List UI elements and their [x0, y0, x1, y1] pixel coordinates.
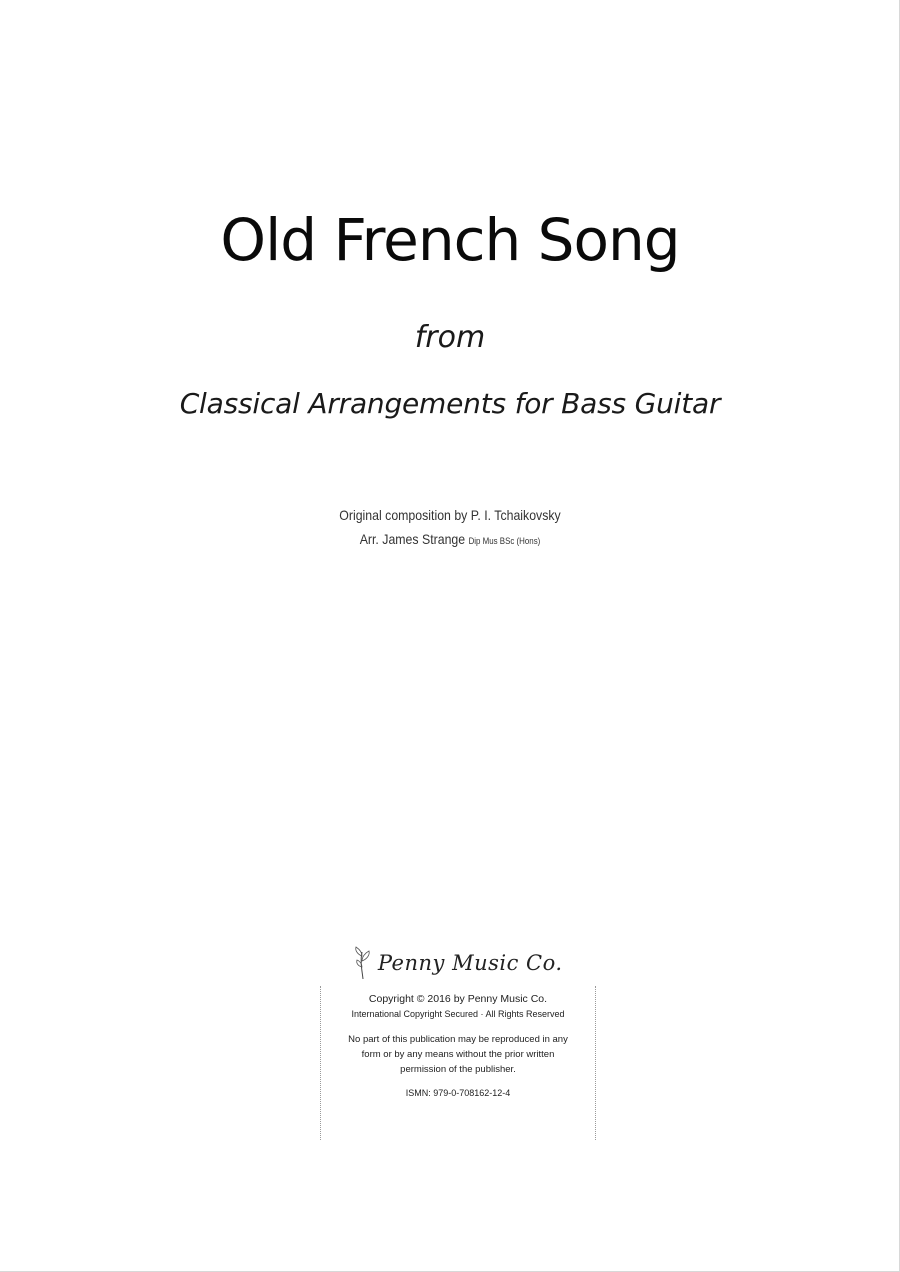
sprig-icon	[353, 946, 373, 980]
arranger-qualifications: Dip Mus BSc (Hons)	[468, 536, 541, 546]
collection-title: Classical Arrangements for Bass Guitar	[179, 387, 721, 420]
copyright-line: Copyright © 2016 by Penny Music Co.	[368, 993, 548, 1005]
arranger-credit	[54, 527, 846, 553]
ismn-number: ISMN: 979-0-708162-12-4	[405, 1088, 511, 1098]
credits-block	[54, 503, 846, 553]
reproduction-notice: No part of this publication may be reproduced in any form or by any means without the prior written permission of the publisher.	[348, 1034, 568, 1075]
piece-title: Old French Song	[220, 206, 680, 274]
rights-line: International Copyright Secured · All Rights Reserved	[351, 1009, 565, 1019]
copyright-box	[320, 986, 596, 1140]
publisher-logo	[320, 946, 596, 986]
composition-credit: Original composition by P. I. Tchaikovsky	[339, 507, 561, 523]
from-label: from	[414, 320, 486, 355]
publisher-block	[320, 946, 596, 1140]
arranger-name: Arr. James Strange	[359, 531, 466, 547]
publisher-logo-text: Penny Music Co.	[377, 951, 563, 975]
